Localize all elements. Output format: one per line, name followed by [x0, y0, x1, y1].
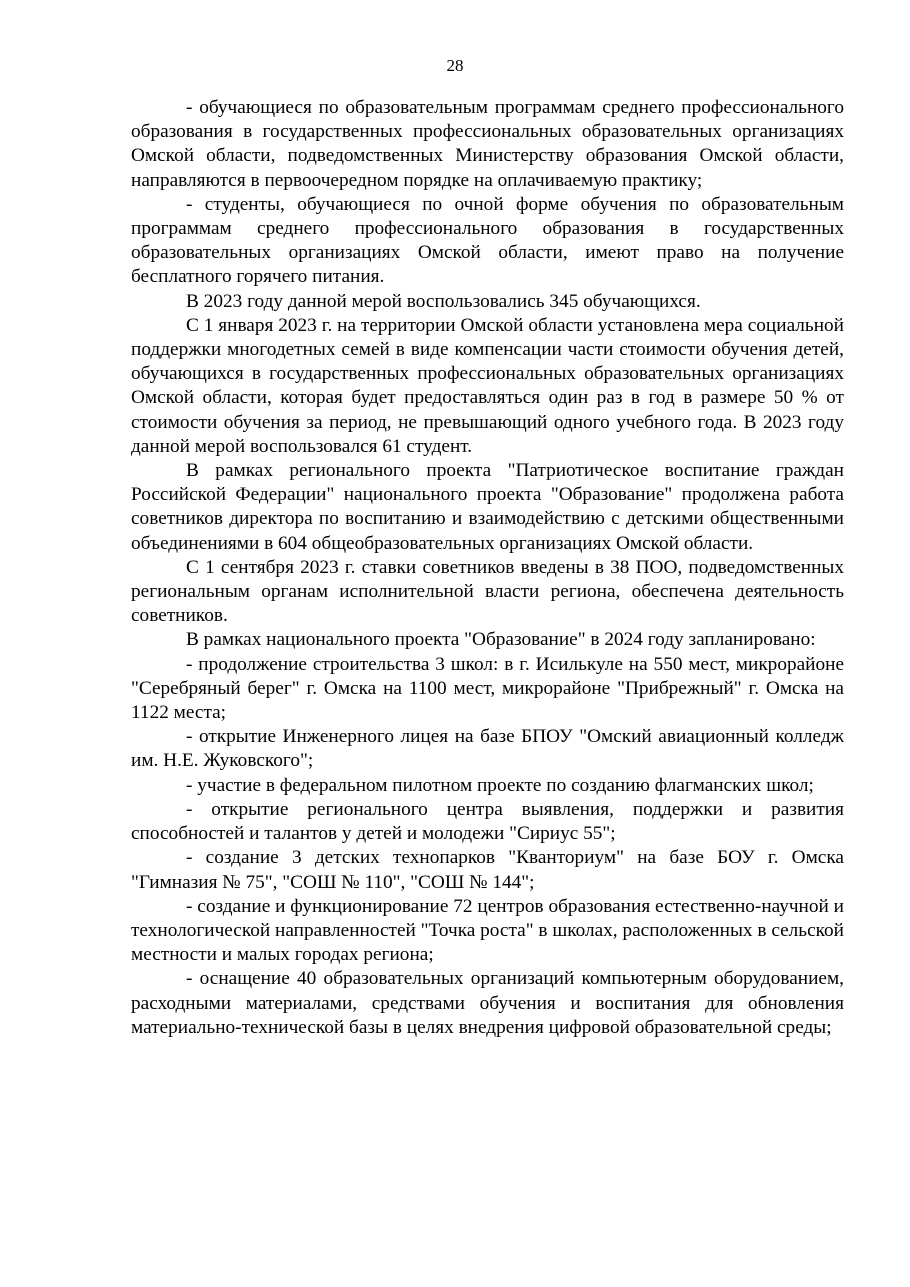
body-text: [131, 96, 844, 1040]
paragraph-meals-usage: В 2023 году данной мерой воспользовались 345 обучающихся.: [186, 290, 701, 312]
list-item-kvantorium: - создание 3 детских технопарков "Кванториум" на базе БОУ г. Омска "Гимназия № 75", "СОШ № 110", "СОШ № 144";: [131, 847, 844, 893]
paragraph-advisors: С 1 сентября 2023 г. ставки советников введены в 38 ПОО, подведомственных региональным органам исполнительной власти региона, обеспечена деятельность советников.: [131, 556, 844, 627]
paragraph-patriotic-project: В рамках регионального проекта "Патриотическое воспитание граждан Российской Федерации" национального проекта "Образование" продолжена работа советников директора по воспитанию и взаимодействию с детскими общественными объединениями в 604 общеобразовательных организациях Омской области.: [131, 460, 844, 554]
list-item-sirius-center: - открытие регионального центра выявления, поддержки и развития способностей и талантов у детей и молодежи "Сириус 55";: [131, 798, 844, 845]
paragraph-plan-2024: В рамках национального проекта "Образование" в 2024 году запланировано:: [186, 629, 816, 651]
list-item-school-construction: - продолжение строительства 3 школ: в г. Исилькуле на 550 мест, микрорайоне "Серебряный берег" г. Омска на 1100 мест, микрорайоне "Прибрежный" г. Омска на 1122 места;: [131, 653, 844, 724]
list-item-tochka-rosta: - создание и функционирование 72 центров образования естественно-научной и технологической направленностей "Точка роста" в школах, расположенных в сельской местности и малых городах региона;: [131, 895, 844, 966]
paragraph-practice: - обучающиеся по образовательным программам среднего профессионального образования в государственных профессиональных образовательных организациях Омской области, подведомственных Министерству образования Омской области, направляются в первоочередном порядке на оплачиваемую практику;: [131, 97, 844, 191]
paragraph-large-families: С 1 января 2023 г. на территории Омской области установлена мера социальной поддержки многодетных семей в виде компенсации части стоимости обучения детей, обучающихся в государственных профессиональных образовательных организациях Омской области, которая будет предоставляться один раз в год в размере 50 % от стоимости обучения за период, не превышающий одного учебного года. В 2023 году данной мерой воспользовался 61 студент.: [131, 314, 844, 457]
list-item-digital-equipment: - оснащение 40 образовательных организаций компьютерным оборудованием, расходными материалами, средствами обучения и воспитания для обновления материально-технической базы в целях внедрения цифровой образовательной среды;: [131, 968, 844, 1038]
list-item-flagship-schools: - участие в федеральном пилотном проекте по созданию флагманских школ;: [186, 774, 814, 796]
list-item-engineering-lyceum: - открытие Инженерного лицея на базе БПОУ "Омский авиационный колледж им. Н.Е. Жуковского";: [131, 726, 844, 772]
page-number: 28: [446, 56, 464, 75]
paragraph-free-meals: - студенты, обучающиеся по очной форме обучения по образовательным программам среднего профессионального образования в государственных образовательных организациях Омской области, имеют право на получение бесплатного горячего питания.: [131, 193, 844, 288]
